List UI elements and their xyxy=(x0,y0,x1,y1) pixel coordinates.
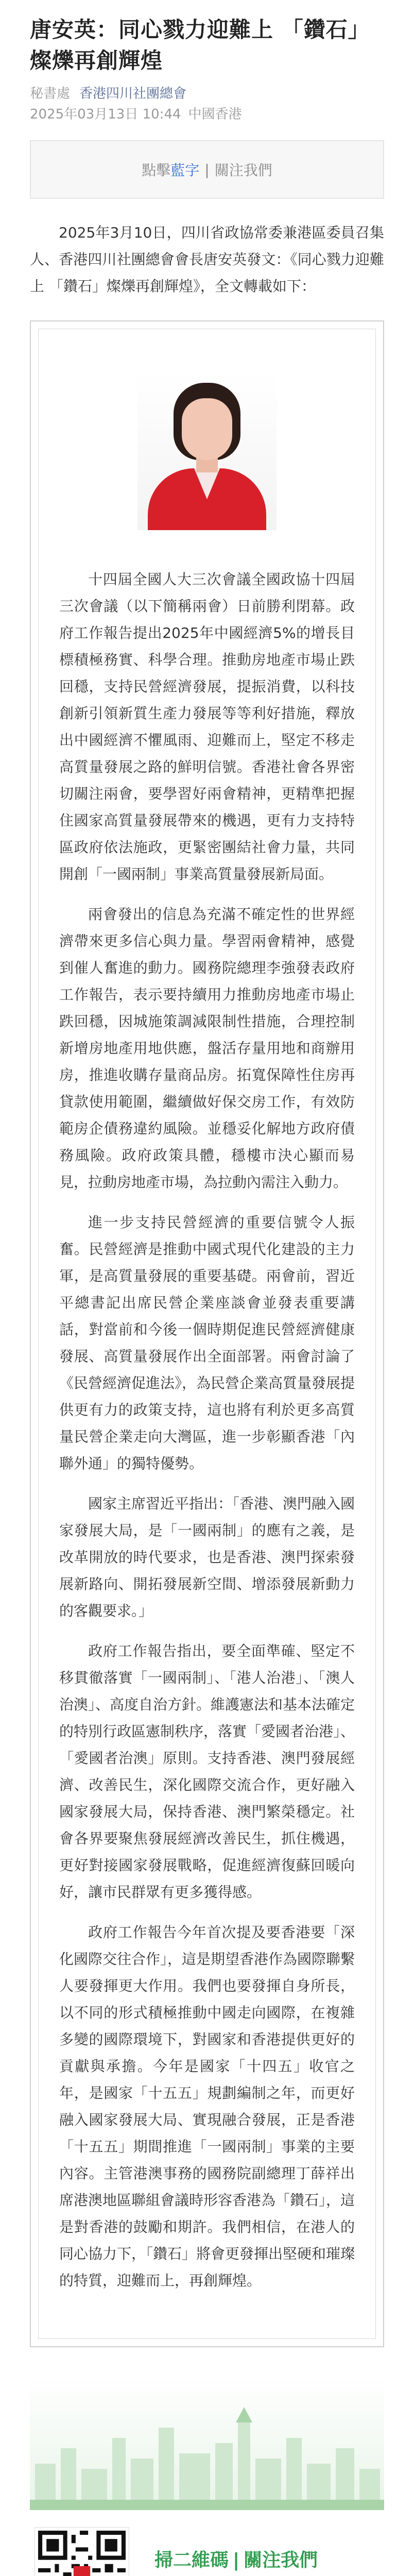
follow-text: 關注我們 xyxy=(214,162,272,179)
article-meta xyxy=(30,83,384,104)
article-paragraph: 政府工作報告指出，要全面準確、堅定不移貫徹落實「一國兩制」、「港人治港」、「澳人治澳」、高度自治方針。維護憲法和基本法確定的特別行政區憲制秩序，落實「愛國者治港」、「愛國者治澳」原則。支持香港、澳門發展經濟、改善民生，深化國際交流合作，更好融入國家發展大局，保持香港、澳門繁榮穩定。社會各界要聚焦發展經濟改善民生，抓住機遇，更好對接國家發展戰略，促進經濟復蘇回暖向好，讓市民群眾有更多獲得感。 xyxy=(59,1642,355,1901)
skyline-banner xyxy=(30,2376,384,2510)
article-paragraph: 十四屆全國人大三次會議全國政協十四屆三次會議（以下簡稱兩會）日前勝利閉幕。政府工作報告提出2025年中國經濟5%的增長目標積極務實、科學合理。推動房地產市場止跌回穩，支持民營經濟發展，提振消費，以科技創新引領新質生產力發展等等利好措施，釋放出中國經濟不懼風雨、迎難而上，堅定不移走高質量發展之路的鮮明信號。香港社會各界密切關注兩會，要學習好兩會精神，更精準把握住國家高質量發展帶來的機遇，更有力支持特區政府依法施政，更緊密團結社會力量，共同開創「一國兩制」事業高質量發展新局面。 xyxy=(59,571,355,883)
qr-title-right: 關注我們 xyxy=(244,2550,318,2571)
article-body xyxy=(38,329,376,2339)
article-paragraph: 國家主席習近平指出：「香港、澳門融入國家發展大局，是「一國兩制」的應有之義，是改革開放的時代要求，也是香港、澳門探索發展新路向、開拓發展新空間、增添發展新動力的客觀要求。」 xyxy=(59,1495,355,1619)
portrait-photo xyxy=(137,370,277,530)
qr-title-left: 掃二維碼 xyxy=(154,2550,229,2571)
follow-click-text: 點擊 xyxy=(142,162,171,179)
qr-title-divider: | xyxy=(233,2550,240,2571)
follow-blue-word: 藍字 xyxy=(170,162,200,179)
article-frame xyxy=(30,320,384,2347)
qr-title xyxy=(154,2546,318,2572)
author-name: 秘書處 xyxy=(30,86,71,101)
article-paragraph: 進一步支持民營經濟的重要信號令人振奮。民營經濟是推動中國式現代化建設的主力軍，是高質量發展的重要基礎。兩會前，習近平總書記出席民營企業座談會並發表重要講話，對當前和今後一個時期促進民營經濟健康發展、高質量發展作出全面部署。兩會討論了《民營經濟促進法》，為民營企業高質量發展提供更有力的政策支持，這也將有利於更多高質量民營企業走向大灣區，進一步彰顯香港「內聯外通」的獨特優勢。 xyxy=(59,1214,355,1472)
qr-code-image[interactable] xyxy=(35,2528,129,2576)
intro-paragraph: 2025年3月10日，四川省政協常委兼港區委員召集人、香港四川社團總會會長唐安英發文：《同心戮力迎難上 「鑽石」燦爍再創輝煌》，全文轉載如下： xyxy=(30,224,384,295)
article-paragraph: 政府工作報告今年首次提及要香港要「深化國際交往合作」，這是期望香港作為國際聯繫人要發揮更大作用。我們也要發揮自身所長，以不同的形式積極推動中國走向國際，在複雜多變的國際環境下，對國家和香港提供更好的貢獻與承擔。今年是國家「十四五」收官之年，是國家「十五五」規劃編制之年，而更好融入國家發展大局、實現融合發展，正是香港「十五五」期間推進「一國兩制」事業的主要內容。主管港澳事務的國務院副總理丁薛祥出席港澳地區聯組會議時形容香港為「鑽石」，這是對香港的鼓勵和期許。我們相信，在港人的同心協力下，「鑽石」將會更發揮出堅硬和璀璨的特質，迎難而上，再創輝煌。 xyxy=(59,1924,355,2289)
publish-location: 中國香港 xyxy=(188,107,242,122)
publish-datetime: 2025年03月13日 10:44 xyxy=(30,107,181,122)
city-skyline-illustration xyxy=(30,2407,384,2510)
article-paragraph: 兩會發出的信息為充滿不確定性的世界經濟帶來更多信心與力量。學習兩會精神，感覺到催人奮進的動力。國務院總理李強發表政府工作報告，表示要持續用力推動房地產市場止跌回穩，因城施策調減限制性措施，合理控制新增房地產用地供應，盤活存量用地和商辦用房，推進收購存量商品房。拓寬保障性住房再貸款使用範圍，繼續做好保交房工作，有效防範房企債務違約風險。並穩妥化解地方政府債務風險。政府政策具體，穩樓市決心顯而易見，拉動房地產市場，為拉動內需注入動力。 xyxy=(59,906,355,1191)
article-title: 唐安英：同心戮力迎難上 「鑽石」燦爍再創輝煌 xyxy=(30,17,370,73)
account-link[interactable]: 香港四川社團總會 xyxy=(79,86,187,101)
article-date-line xyxy=(30,104,384,125)
follow-banner[interactable] xyxy=(30,140,384,199)
follow-separator: | xyxy=(204,161,210,178)
qr-follow-section xyxy=(30,2510,384,2576)
